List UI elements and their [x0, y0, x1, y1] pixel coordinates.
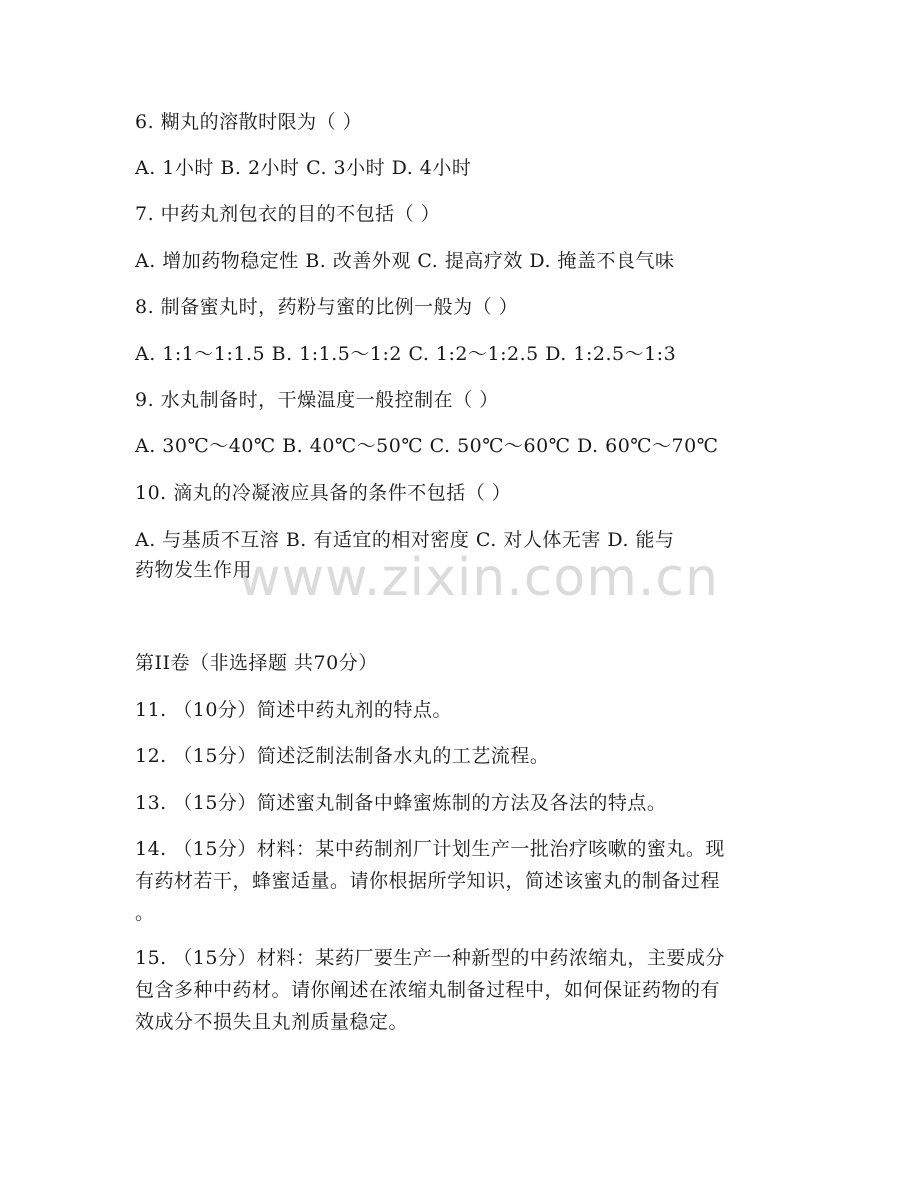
section-2-title: 第II卷（非选择题 共70分） — [135, 652, 378, 674]
question-14-line1: 14. （15分）材料：某中药制剂厂计划生产一批治疗咳嗽的蜜丸。现 — [135, 838, 725, 860]
question-12: 12. （15分）简述泛制法制备水丸的工艺流程。 — [135, 745, 550, 767]
question-6-stem: 6. 糊丸的溶散时限为（ ） — [135, 111, 363, 133]
question-15-line1: 15. （15分）材料：某药厂要生产一种新型的中药浓缩丸，主要成分 — [135, 947, 725, 969]
question-9-stem: 9. 水丸制备时，干燥温度一般控制在（ ） — [135, 389, 499, 411]
question-15-line2: 包含多种中药材。请你阐述在浓缩丸制备过程中，如何保证药物的有 — [135, 979, 721, 1001]
question-9-options: A. 30℃～40℃ B. 40℃～50℃ C. 50℃～60℃ D. 60℃～70℃ — [135, 435, 719, 457]
question-6-options: A. 1小时 B. 2小时 C. 3小时 D. 4小时 — [135, 157, 472, 179]
question-10-options-line1: A. 与基质不互溶 B. 有适宜的相对密度 C. 对人体无害 D. 能与 — [135, 529, 675, 551]
question-7-options: A. 增加药物稳定性 B. 改善外观 C. 提高疗效 D. 掩盖不良气味 — [135, 250, 675, 272]
question-13: 13. （15分）简述蜜丸制备中蜂蜜炼制的方法及各法的特点。 — [135, 792, 667, 814]
question-8-options: A. 1:1～1:1.5 B. 1:1.5～1:2 C. 1:2～1:2.5 D. 1:2.5～1:3 — [135, 343, 677, 365]
question-10-options-line2: 药物发生作用 — [135, 559, 253, 581]
watermark: www.zixin.com.cn — [238, 548, 719, 608]
question-14-line2: 有药材若干，蜂蜜适量。请你根据所学知识，简述该蜜丸的制备过程 — [135, 870, 721, 892]
question-8-stem: 8. 制备蜜丸时，药粉与蜜的比例一般为（ ） — [135, 296, 519, 318]
question-7-stem: 7. 中药丸剂包衣的目的不包括（ ） — [135, 203, 441, 225]
question-11: 11. （10分）简述中药丸剂的特点。 — [135, 699, 452, 721]
question-10-stem: 10. 滴丸的冷凝液应具备的条件不包括（ ） — [135, 482, 512, 504]
question-15-line3: 效成分不损失且丸剂质量稳定。 — [135, 1011, 409, 1033]
question-14-line3: 。 — [135, 902, 155, 924]
